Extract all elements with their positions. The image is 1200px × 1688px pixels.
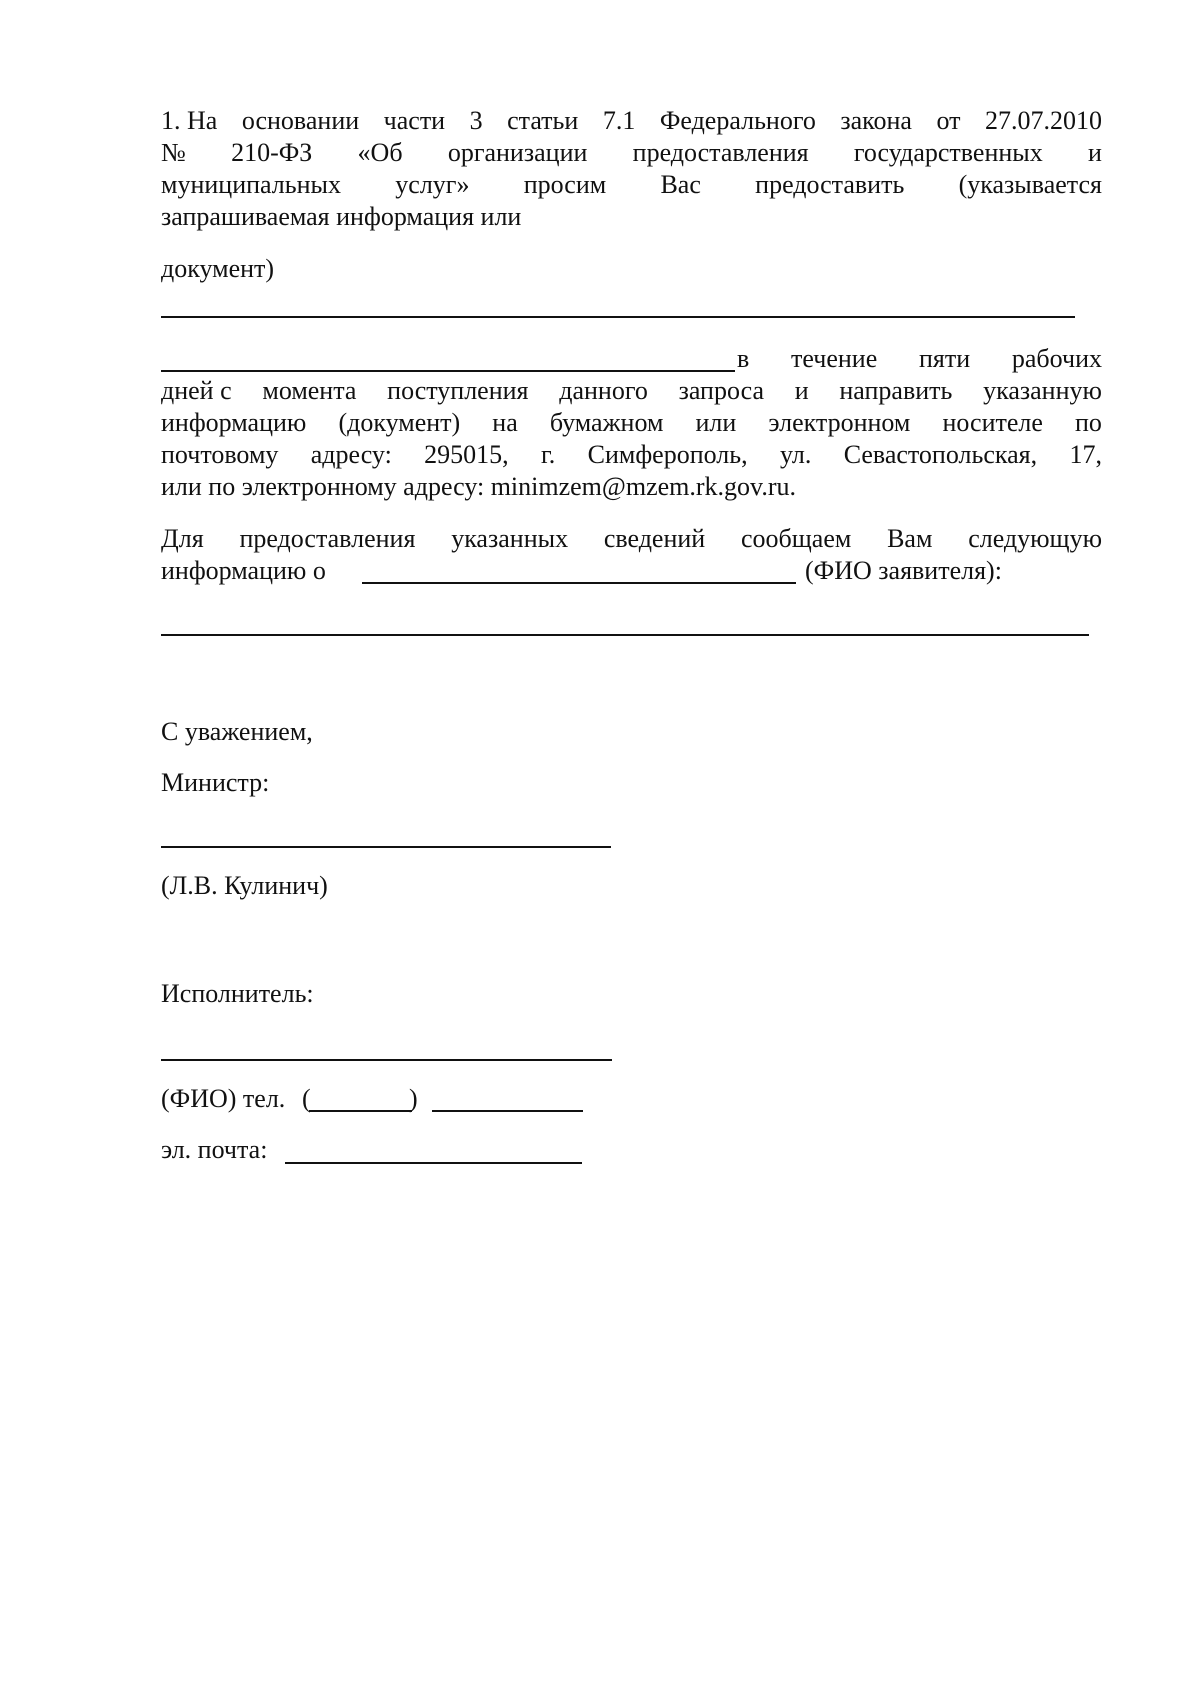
word: 17,: [1069, 440, 1102, 469]
word: и: [794, 376, 809, 405]
word: 27.07.2010: [984, 106, 1102, 135]
paragraph1-line4: запрашиваемая информация или: [161, 202, 522, 231]
word: «Об: [357, 138, 403, 167]
word: услуг»: [395, 170, 470, 199]
word: указанную: [983, 376, 1102, 405]
paragraph2-line4: [161, 439, 1102, 471]
word: на: [492, 408, 518, 437]
word: запроса: [678, 376, 765, 405]
word: Для: [161, 524, 204, 553]
word: сообщаем: [740, 524, 852, 553]
word: и: [1088, 138, 1102, 167]
phone-open-paren: (: [302, 1084, 311, 1113]
word: 3: [469, 106, 483, 135]
word: г.: [541, 440, 556, 469]
word: бумажном: [549, 408, 664, 437]
word: 210-ФЗ: [231, 138, 313, 167]
word: Вам: [887, 524, 933, 553]
regards-text: С уважением,: [161, 717, 313, 746]
word: информацию: [161, 408, 307, 437]
word: дней с: [161, 376, 232, 405]
executor-label: Исполнитель:: [161, 979, 314, 1008]
word: 295015,: [424, 440, 509, 469]
paragraph3-line2-start: информацию о: [161, 556, 326, 585]
paragraph1-line1: [161, 105, 1102, 137]
word: Федерального: [659, 106, 816, 135]
word: течение: [791, 344, 878, 373]
word: закона: [840, 106, 912, 135]
word: просим: [523, 170, 607, 199]
fio-phone-label: (ФИО) тел.: [161, 1084, 286, 1113]
word: муниципальных: [161, 170, 342, 199]
paragraph3-line2-end: (ФИО заявителя):: [805, 556, 1002, 585]
word: Симферополь,: [587, 440, 748, 469]
executor-signature-line: [161, 1059, 612, 1061]
requested-document-blank-line: [161, 316, 1075, 318]
minister-name: (Л.В. Кулинич): [161, 871, 328, 900]
word: 7.1: [602, 106, 636, 135]
paragraph2-line3: [161, 407, 1102, 439]
paragraph2-line5: или по электронному адресу: minimzem@mzem.rk.gov.ru.: [161, 472, 797, 501]
word: ул.: [779, 440, 812, 469]
word: момента: [262, 376, 357, 405]
word: 1. На: [161, 106, 218, 135]
applicant-name-blank: [362, 582, 796, 584]
word: рабочих: [1011, 344, 1102, 373]
word: носителе: [942, 408, 1043, 437]
applicant-info-blank-line: [161, 634, 1089, 636]
word: данного: [559, 376, 648, 405]
word: по: [1075, 408, 1102, 437]
paragraph1-line3: [161, 169, 1102, 201]
word: (указывается: [958, 170, 1102, 199]
word: организации: [447, 138, 588, 167]
word: Севастопольская,: [843, 440, 1038, 469]
email-label: эл. почта:: [161, 1135, 268, 1164]
word: в: [737, 344, 750, 373]
requested-document-blank-line-2: [161, 370, 735, 372]
paragraph1-line5: документ): [161, 254, 275, 283]
word: статьи: [507, 106, 579, 135]
word: почтовому: [161, 440, 279, 469]
paragraph2-line1-tail: [737, 343, 1102, 375]
word: электронном: [768, 408, 911, 437]
word: предоставления: [632, 138, 809, 167]
word: предоставления: [239, 524, 416, 553]
word: Вас: [660, 170, 701, 199]
word: государственных: [853, 138, 1043, 167]
word: или: [695, 408, 737, 437]
paragraph2-line2: [161, 375, 1102, 407]
phone-close-paren: ): [409, 1084, 418, 1113]
phone-number-blank: [432, 1110, 583, 1112]
position-title: Министр:: [161, 768, 270, 797]
word: №: [161, 138, 186, 167]
word: указанных: [451, 524, 569, 553]
word: поступления: [387, 376, 529, 405]
minister-signature-line: [161, 846, 611, 848]
word: предоставить: [755, 170, 905, 199]
phone-area-code-blank: [309, 1110, 412, 1112]
email-blank: [285, 1162, 582, 1164]
paragraph1-line2: [161, 137, 1102, 169]
word: пяти: [919, 344, 971, 373]
word: части: [383, 106, 446, 135]
word: (документ): [338, 408, 461, 437]
word: адресу:: [310, 440, 392, 469]
paragraph3-line1: [161, 523, 1102, 555]
word: следующую: [968, 524, 1102, 553]
word: от: [936, 106, 961, 135]
word: направить: [839, 376, 953, 405]
word: сведений: [603, 524, 706, 553]
word: основании: [241, 106, 360, 135]
